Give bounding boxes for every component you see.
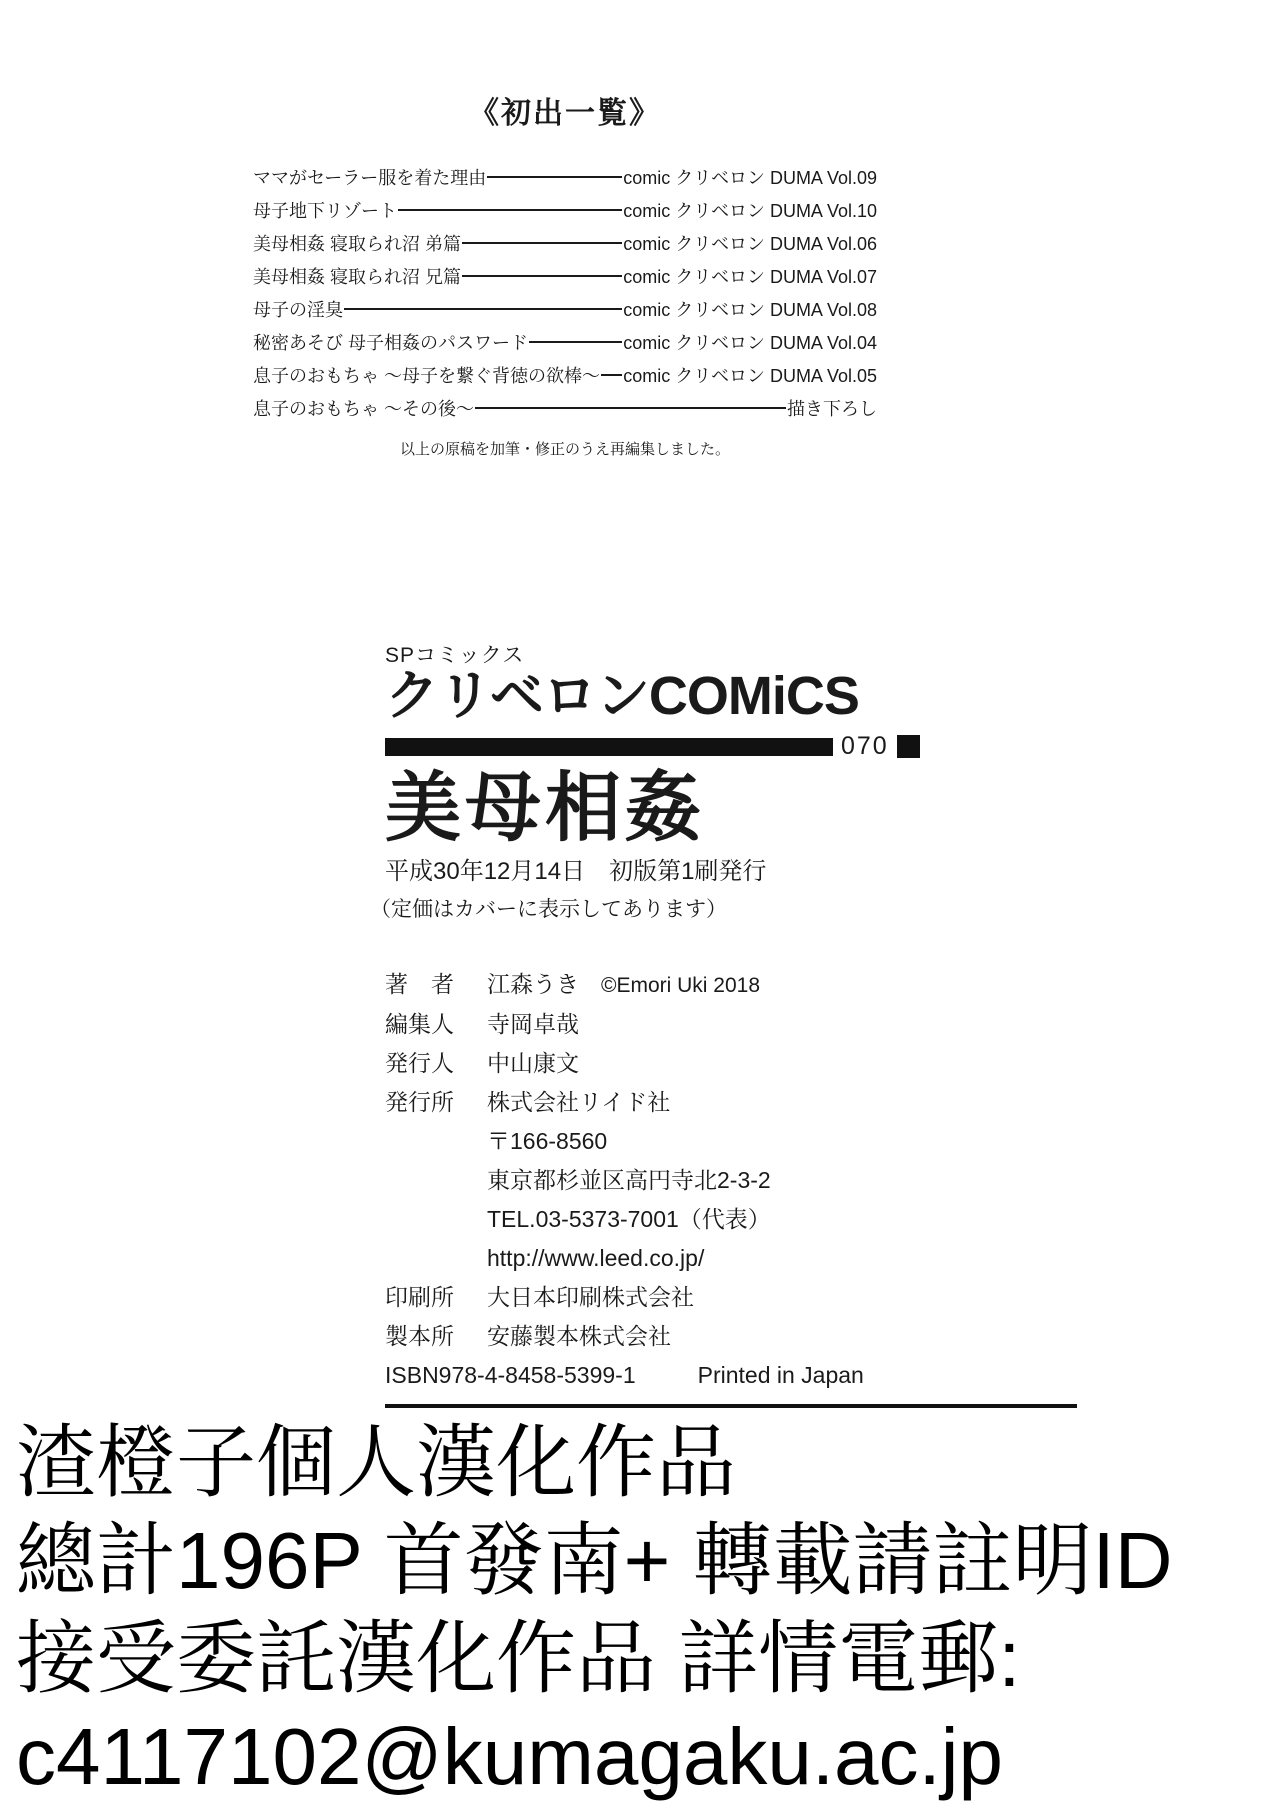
credit-row-issuer: [385, 1044, 1085, 1083]
translator-note-line: 總計196P 首發南+ 轉載請註明ID: [16, 1516, 1173, 1605]
list-item: [253, 193, 877, 226]
credit-label: 製本所: [385, 1323, 454, 1349]
isbn-number: ISBN978-4-8458-5399-1: [385, 1362, 636, 1388]
list-item: [253, 160, 877, 193]
credit-value: 安藤製本株式会社: [487, 1323, 671, 1349]
leader-line: [398, 209, 622, 211]
chapter-source: comic クリベロン DUMA Vol.07: [623, 266, 877, 287]
list-item: [253, 292, 877, 325]
credit-value: 大日本印刷株式会社: [487, 1284, 694, 1310]
publisher-address: 東京都杉並区高円寺北2-3-2: [487, 1167, 771, 1193]
leader-line: [475, 407, 786, 409]
divider-line: [385, 1404, 1077, 1408]
chapter-source: comic クリベロン DUMA Vol.05: [623, 365, 877, 386]
credit-label: 発行人: [385, 1050, 454, 1076]
imprint-square-icon: [897, 735, 920, 758]
imprint-number: 070: [841, 732, 889, 760]
credit-label: 著 者: [385, 971, 454, 997]
translator-note-section: [16, 1414, 1173, 1806]
credit-value: 中山康文: [487, 1050, 579, 1076]
publisher-details: [385, 1122, 1085, 1278]
list-item: [253, 391, 877, 424]
credit-value: 株式会社リイド社: [487, 1089, 671, 1115]
credit-row-editor: [385, 1005, 1085, 1044]
publisher-url: http://www.leed.co.jp/: [487, 1245, 705, 1271]
book-title: 美母相姦: [385, 766, 705, 851]
leader-line: [487, 176, 622, 178]
first-publication-heading: 《初出一覧》: [469, 97, 661, 130]
list-item: [253, 259, 877, 292]
leader-line: [529, 341, 622, 343]
chapter-source: comic クリベロン DUMA Vol.04: [623, 332, 877, 353]
list-item: [253, 226, 877, 259]
credit-label: 編集人: [385, 1011, 454, 1037]
imprint-bar: [385, 738, 833, 756]
first-publication-section: [253, 88, 877, 459]
translator-note-line: 接受委託漢化作品 詳情電郵:: [16, 1614, 1021, 1703]
reedit-note: 以上の原稿を加筆・修正のうえ再編集しました。: [399, 441, 730, 458]
credit-label: 印刷所: [385, 1284, 454, 1310]
chapter-source: comic クリベロン DUMA Vol.10: [623, 200, 877, 221]
chapter-title: 息子のおもちゃ ～母子を繋ぐ背徳の欲棒～: [253, 365, 600, 386]
copyright-notice: ©Emori Uki 2018: [601, 974, 761, 997]
printed-in: Printed in Japan: [697, 1362, 864, 1388]
chapter-title: 母子地下リゾート: [253, 200, 397, 221]
credit-row-author: [385, 965, 1085, 1005]
first-publication-list: [253, 160, 877, 424]
credit-row-publisher: [385, 1083, 1085, 1122]
translator-email: c4117102@kumagaku.ac.jp: [16, 1712, 1004, 1801]
leader-line: [462, 242, 622, 244]
credits-block: [385, 965, 1085, 1395]
chapter-title: 美母相姦 寝取られ沼 弟篇: [253, 233, 462, 254]
leader-line: [462, 275, 622, 277]
leader-line: [344, 308, 622, 310]
list-item: [253, 325, 877, 358]
chapter-title: 美母相姦 寝取られ沼 兄篇: [253, 266, 462, 287]
leader-line: [601, 374, 622, 376]
credit-row-printer: [385, 1278, 1085, 1317]
publisher-telephone: TEL.03-5373-7001（代表）: [487, 1206, 771, 1232]
chapter-source: comic クリベロン DUMA Vol.08: [623, 299, 877, 320]
chapter-title: 母子の淫臭: [253, 299, 343, 320]
edition-line: 平成30年12月14日 初版第1刷発行: [385, 858, 767, 885]
chapter-source: comic クリベロン DUMA Vol.06: [623, 233, 877, 254]
translator-note-line: 渣橙子個人漢化作品: [16, 1418, 736, 1507]
chapter-source: 描き下ろし: [787, 398, 877, 419]
imprint-number-row: [385, 732, 1085, 760]
credit-value: 江森うき: [487, 971, 579, 997]
publisher-postal-code: 〒166-8560: [487, 1128, 608, 1154]
chapter-title: 秘密あそび 母子相姦のパスワード: [253, 332, 528, 353]
chapter-title: 息子のおもちゃ ～その後～: [253, 398, 474, 419]
list-item: [253, 358, 877, 391]
chapter-source: comic クリベロン DUMA Vol.09: [623, 167, 877, 188]
imprint-logo: クリベロンCOMiCS: [385, 666, 859, 726]
colophon-section: [370, 644, 1085, 1408]
credit-label: 発行所: [385, 1089, 454, 1115]
credit-row-binder: [385, 1317, 1085, 1356]
imprint-series-label: SPコミックス: [385, 644, 525, 667]
credit-value: 寺岡卓哉: [487, 1011, 579, 1037]
price-note: （定価はカバーに表示してあります）: [370, 898, 727, 921]
chapter-title: ママがセーラー服を着た理由: [253, 167, 487, 188]
isbn-row: [385, 1356, 1085, 1395]
